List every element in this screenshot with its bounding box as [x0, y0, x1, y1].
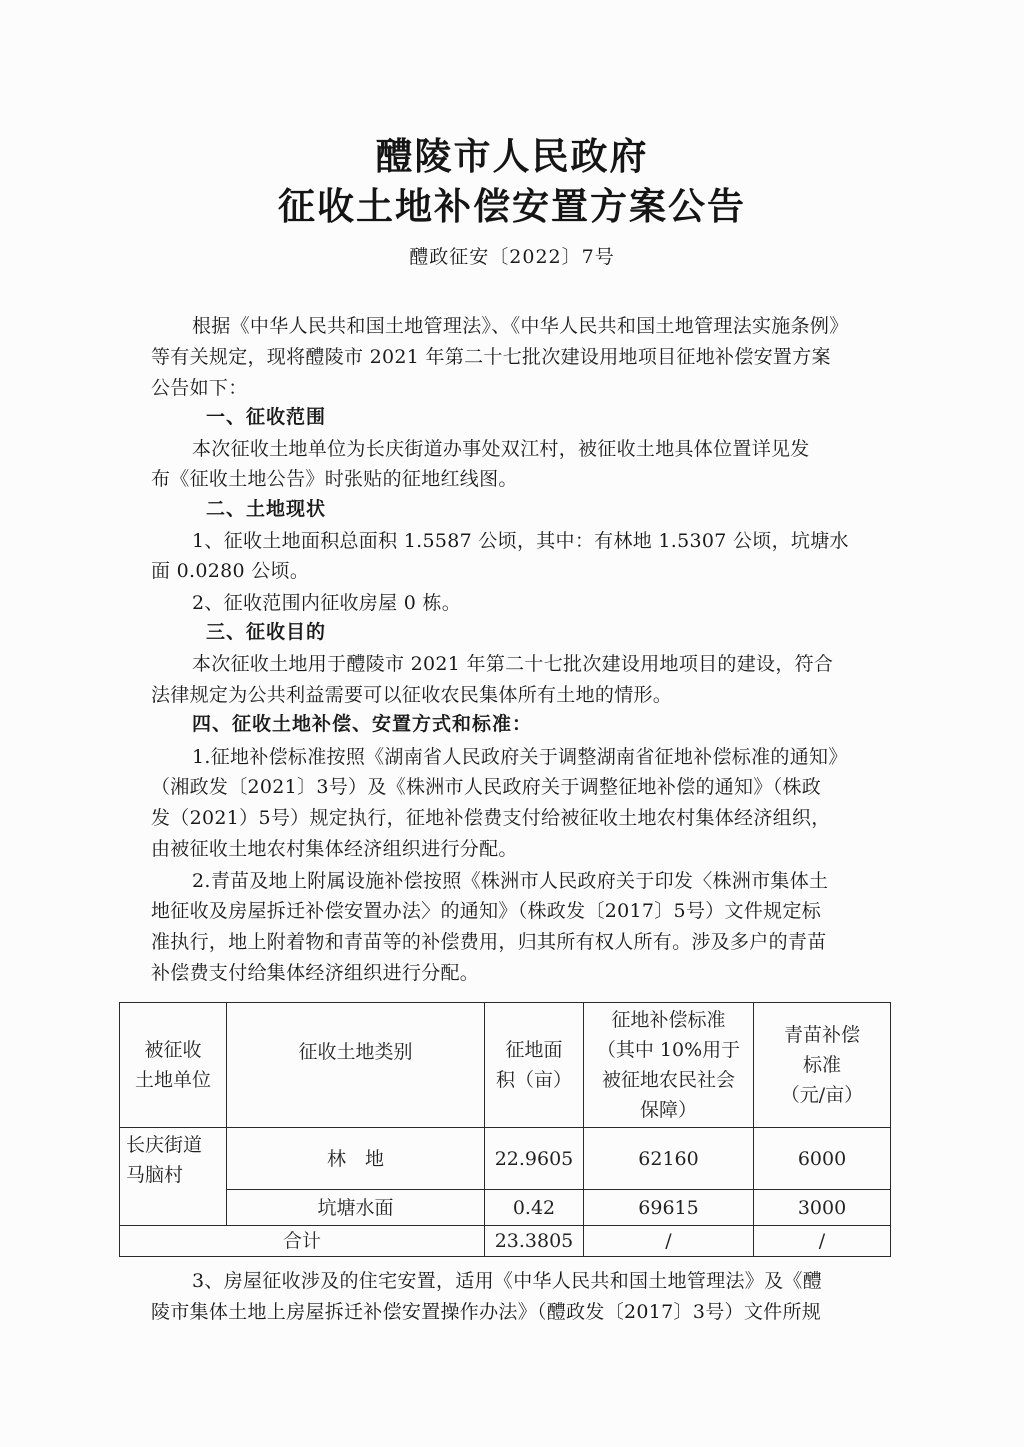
- section-4-p2-line-3: 准执行，地上附着物和青苗等的补偿费用，归其所有权人所有。涉及多户的青苗: [151, 931, 827, 953]
- section-4-p1-line-1: 1.征地补偿标准按照《湖南省人民政府关于调整湖南省征地补偿标准的通知》: [192, 746, 848, 768]
- unit-name-line: 马脑村: [126, 1164, 184, 1186]
- total-label-cell: 合计: [120, 1226, 485, 1257]
- title-line-1: 醴陵市人民政府: [375, 135, 649, 178]
- area-cell: 0.42: [485, 1190, 584, 1226]
- section-4-p1-line-3: 发（2021）5号）规定执行，征地补偿费支付给被征收土地农村集体经济组织，: [151, 807, 831, 829]
- section-2-line-3: 2、征收范围内征收房屋 0 栋。: [192, 592, 462, 614]
- intro-line-2: 等有关规定，现将醴陵市 2021 年第二十七批次建设用地项目征地补偿安置方案: [151, 346, 831, 368]
- header-seedling-line: 青苗补偿: [783, 1024, 860, 1046]
- document-number: 醴政征安〔2022〕7号: [409, 246, 615, 268]
- section-3-line-1: 本次征收土地用于醴陵市 2021 年第二十七批次建设用地项目的建设，符合: [192, 653, 834, 675]
- header-standard-line: 被征地农民社会: [601, 1069, 735, 1091]
- unit-name-line: 长庆街道: [126, 1134, 203, 1156]
- section-4-p1-line-4: 由被征收土地农村集体经济组织进行分配。: [151, 838, 518, 860]
- area-cell: 22.9605: [485, 1128, 584, 1190]
- header-area-line: 积（亩）: [495, 1069, 572, 1091]
- table-total-row: [120, 1226, 891, 1257]
- standard-cell: 62160: [584, 1128, 754, 1190]
- section-4-p2-line-4: 补偿费支付给集体经济组织进行分配。: [151, 962, 480, 984]
- header-area: [485, 1003, 584, 1128]
- title-line-2: 征收土地补偿安置方案公告: [278, 185, 746, 228]
- header-area-line: 征地面: [505, 1039, 563, 1061]
- header-seedling-line: （元/亩）: [780, 1084, 864, 1106]
- section-4-p2-line-2: 地征收及房屋拆迁补偿安置办法〉的通知》（株政发〔2017〕5号）文件规定标: [151, 900, 822, 922]
- header-standard-line: 征地补偿标准: [611, 1009, 726, 1031]
- category-cell: 林 地: [227, 1128, 485, 1190]
- total-seedling-cell: /: [754, 1226, 891, 1257]
- seedling-cell: 6000: [754, 1128, 891, 1190]
- unit-name-cell: [120, 1128, 227, 1226]
- section-1-heading: 一、征收范围: [206, 406, 327, 428]
- section-4-p3-line-1: 3、房屋征收涉及的住宅安置，适用《中华人民共和国土地管理法》及《醴: [192, 1270, 822, 1292]
- section-3-line-2: 法律规定为公共利益需要可以征收农民集体所有土地的情形。: [151, 684, 673, 706]
- table-row: [120, 1190, 891, 1226]
- header-standard: [584, 1003, 754, 1128]
- compensation-table: [119, 1002, 891, 1257]
- header-unit: [120, 1003, 227, 1128]
- total-standard-cell: /: [584, 1226, 754, 1257]
- intro-line-3: 公告如下：: [151, 377, 248, 399]
- section-4-p2-line-1: 2.青苗及地上附属设施补偿按照《株洲市人民政府关于印发〈株洲市集体土: [192, 870, 829, 892]
- header-category: 征收土地类别: [227, 1003, 485, 1128]
- section-1-line-2: 布《征收土地公告》时张贴的征地红线图。: [151, 468, 518, 490]
- header-standard-line: （其中 10%用于: [596, 1039, 741, 1061]
- table-header-row: [120, 1003, 891, 1128]
- standard-cell: 69615: [584, 1190, 754, 1226]
- category-cell: 坑塘水面: [227, 1190, 485, 1226]
- header-seedling: [754, 1003, 891, 1128]
- header-standard-line: 保障）: [639, 1099, 697, 1121]
- header-unit-line: 被征收: [144, 1039, 202, 1061]
- header-unit-line: 土地单位: [134, 1069, 211, 1091]
- section-1-line-1: 本次征收土地单位为长庆街道办事处双江村，被征收土地具体位置详见发: [192, 438, 810, 460]
- section-4-p1-line-2: （湘政发〔2021〕3号）及《株洲市人民政府关于调整征地补偿的通知》（株政: [151, 776, 822, 798]
- section-2-heading: 二、土地现状: [206, 498, 327, 520]
- table-row: [120, 1128, 891, 1190]
- intro-line-1: 根据《中华人民共和国土地管理法》、《中华人民共和国土地管理法实施条例》: [192, 315, 849, 337]
- section-4-heading: 四、征收土地补偿、安置方式和标准：: [192, 713, 533, 735]
- header-seedling-line: 标准: [802, 1054, 841, 1076]
- section-2-line-1: 1、征收土地面积总面积 1.5587 公顷，其中：有林地 1.5307 公顷，坑塘水: [192, 530, 849, 552]
- section-2-line-2: 面 0.0280 公顷。: [151, 560, 310, 582]
- section-3-heading: 三、征收目的: [206, 621, 327, 643]
- seedling-cell: 3000: [754, 1190, 891, 1226]
- section-4-p3-line-2: 陵市集体土地上房屋拆迁补偿安置操作办法》（醴政发〔2017〕3号）文件所规: [151, 1301, 822, 1323]
- total-area-cell: 23.3805: [485, 1226, 584, 1257]
